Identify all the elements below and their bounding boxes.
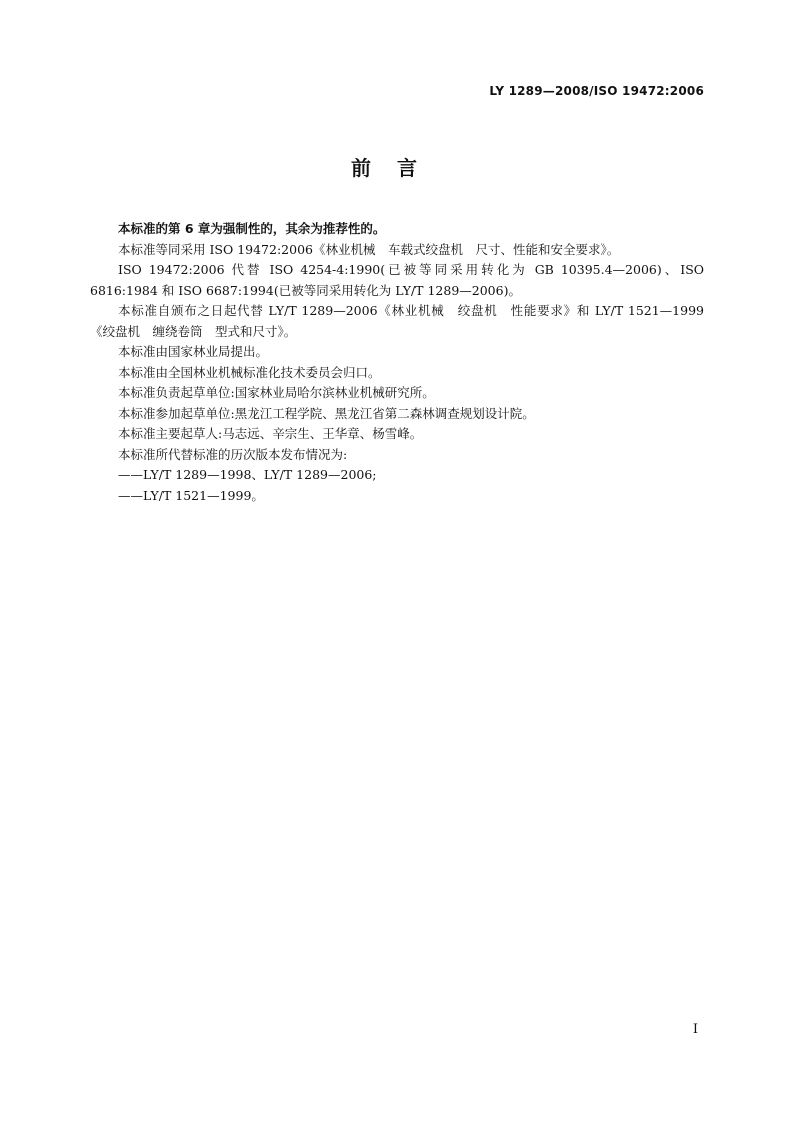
- paragraph-proposer: 本标准由国家林业局提出。: [118, 344, 269, 359]
- paragraph-participating-drafters: 本标准参加起草单位:黑龙江工程学院、黑龙江省第二森林调查规划设计院。: [118, 405, 535, 421]
- paragraph-adoption: 本标准等同采用 ISO 19472:2006《林业机械 车载式绞盘机 尺寸、性能和安全要求》。: [118, 241, 620, 257]
- paragraph-replacement-iso: ISO 19472:2006 代替 ISO 4254-4:1990(已被等同采用转化为 GB 10395.4—2006)、ISO 6816:1984 和 ISO 6687:1994(已被等同采用转化为 LY/T 1289—2006)。: [90, 262, 708, 298]
- history-item: ——LY/T 1521—1999。: [118, 487, 264, 503]
- document-code: LY 1289—2008/ISO 19472:2006: [489, 84, 704, 98]
- preface-body: [90, 219, 708, 506]
- paragraph-main-authors: 本标准主要起草人:马志远、辛宗生、王华章、杨雪峰。: [118, 426, 423, 441]
- paragraph-lead-drafter: 本标准负责起草单位:国家林业局哈尔滨林业机械研究所。: [118, 385, 435, 400]
- history-item: ——LY/T 1289—1998、LY/T 1289—2006;: [118, 467, 377, 482]
- paragraph-history-intro: 本标准所代替标准的历次版本发布情况为:: [118, 446, 348, 462]
- page-number: I: [692, 1022, 698, 1037]
- page-title: 前言: [351, 156, 443, 180]
- paragraph-committee: 本标准由全国林业机械标准化技术委员会归口。: [118, 364, 381, 380]
- paragraph-mandatory-clause: 本标准的第 6 章为强制性的，其余为推荐性的。: [118, 221, 386, 236]
- paragraph-replacement-standards: 本标准自颁布之日起代替 LY/T 1289—2006《林业机械 绞盘机 性能要求》和 LY/T 1521—1999《绞盘机 缠绕卷筒 型式和尺寸》。: [90, 303, 704, 339]
